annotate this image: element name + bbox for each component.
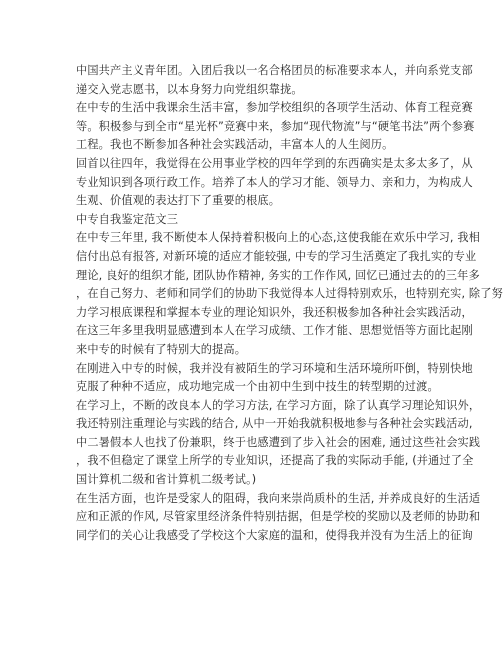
text-line: 国计算机二级和省计算机二级考试。) — [76, 473, 257, 487]
text-line: 同学们的关心让我感受了学校这个大家庭的温和，使得我并没有为生活上的征询 — [76, 528, 473, 542]
text-line: 力学习根底课程和掌握本专业的理论知识外，我还积极参加各种社会实践活动， — [76, 305, 473, 319]
text-line: 工程。我也不断参加各种社会实践活动，丰富本人的人生阅历。 — [76, 138, 394, 152]
text-line: 回首以往四年，我觉得在公用事业学校的四年学到的东西确实是太多太多了，从 — [76, 156, 473, 170]
text-line: 中国共产主义青年团。入团后我以一名合格团员的标准要求本人，并向系党支部 — [76, 64, 473, 77]
text-line: 信付出总有报答, 对新环境的适应才能较强, 中专的学习生活奠定了我扎实的专业 — [76, 249, 477, 263]
text-line: 在生活方面，也许是受家人的阻碍，我向来崇尚质朴的生活, 并养成良好的生活适 — [76, 491, 481, 505]
text-line: 在学习上，不断的改良本人的学习方法, 在学习方面，除了认真学习理论知识外， — [76, 398, 481, 412]
text-line: 理论, 良好的组织才能, 团队协作精神, 务实的工作作风, 回忆已通过去的的三年多 — [76, 268, 480, 282]
section-heading: 中专自我鉴定范文三 — [76, 212, 179, 226]
text-line: ，在自己努力、老师和同学们的协助下我觉得本人过得特别欢乐，也特别充实, 除了努 — [76, 287, 503, 301]
text-line: 中二暑假本人也找了份兼职，终于也感遭到了步入社会的困难, 通过这些社会实践 — [76, 435, 481, 449]
text-line: 生观、价值观的表达打下了重要的根底。 — [76, 194, 281, 208]
text-line: 递交入党志愿书，以本身努力向党组织靠拢。 — [76, 82, 303, 96]
text-line: ，我不但稳定了课堂上所学的专业知识，还提高了我的实际动手能, (并通过了全 — [76, 454, 474, 468]
text-line: 应和正派的作风, 尽管家里经济条件特别拮据，但是学校的奖励以及老师的协助和 — [76, 510, 481, 524]
text-line: 在这三年多里我明显感遭到本人在学习成绩、工作才能、思想觉悟等方面比起刚 — [76, 324, 473, 338]
text-line: 在刚进入中专的时候，我并没有被陌生的学习环境和生活环境所吓倒，特别快地 — [76, 361, 473, 375]
text-line: 在中专三年里, 我不断使本人保持着积极向上的心态,这使我能在欢乐中学习, 我相 — [76, 231, 481, 245]
text-line: 我还特别注重理论与实践的结合, 从中一开始我就积极地参与各种社会实践活动, — [76, 417, 473, 431]
text-line: 在中专的生活中我课余生活丰富，参加学校组织的各项学生活动、体育工程竞赛 — [76, 101, 473, 115]
document-body — [76, 62, 503, 545]
text-line: 等。积极参与到全市“星光杯”竞赛中来，参加“现代物流”与“硬笔书法”两个参赛 — [76, 119, 475, 133]
text-line: 克服了种种不适应，成功地完成一个由初中生到中技生的转型期的过渡。 — [76, 380, 439, 394]
text-line: 专业知识到各项行政工作。培养了本人的学习才能、领导力、亲和力，为构成人 — [76, 175, 473, 189]
text-line: 来中专的时候有了特别大的提高。 — [76, 342, 247, 356]
